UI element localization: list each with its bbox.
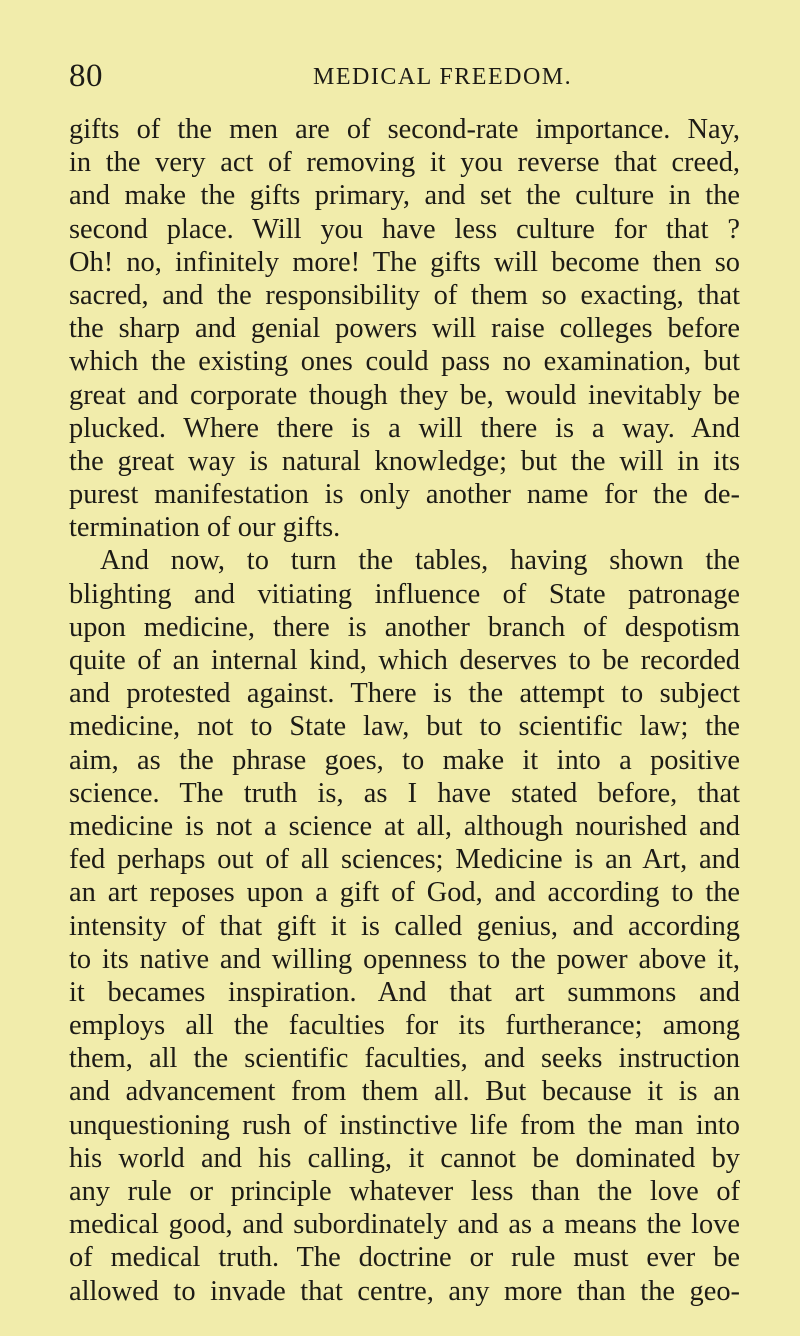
text-line: quite of an internal kind, which deserves to be recorded: [69, 645, 740, 676]
text-line: fed perhaps out of all sciences; Medicine is an Art, and: [69, 844, 740, 876]
text-line: them, all the scientific faculties, and seeks instruction: [69, 1043, 740, 1075]
text-line: great and corporate though they be, would inevitably be: [69, 379, 740, 411]
text-line: blighting and vitiating influence of State patronage: [69, 578, 740, 610]
page-header: [0, 56, 800, 96]
text-line: purest manifestation is only another name for the de-: [69, 479, 740, 511]
text-line: Oh! no, infinitely more! The gifts will become then so: [69, 246, 740, 278]
text-line: aim, as the phrase goes, to make it into a positive: [69, 744, 740, 776]
body-text: [69, 113, 740, 1308]
text-line: the great way is natural knowledge; but the will in its: [69, 445, 740, 477]
text-line: employs all the faculties for its furtherance; among: [69, 1010, 740, 1042]
text-line: intensity of that gift it is called genius, and according: [69, 910, 740, 942]
paragraph-end-line: termination of our gifts.: [69, 512, 341, 544]
text-line: in the very act of removing it you reverse that creed,: [69, 147, 740, 179]
text-line: medicine is not a science at all, although nourished and: [69, 810, 740, 842]
text-line: and make the gifts primary, and set the culture in the: [69, 180, 740, 212]
text-line: his world and his calling, it cannot be dominated by: [69, 1142, 740, 1174]
text-line: medicine, not to State law, but to scientific law; the: [69, 711, 740, 743]
text-line: medical good, and subordinately and as a means the love: [69, 1209, 740, 1241]
text-line: sacred, and the responsibility of them so exacting, that: [69, 279, 740, 311]
text-line: unquestioning rush of instinctive life from the man into: [69, 1109, 740, 1141]
text-line: to its native and willing openness to the power above it,: [69, 943, 740, 975]
text-line: gifts of the men are of second-rate importance. Nay,: [69, 114, 740, 145]
text-line: upon medicine, there is another branch of despotism: [69, 611, 740, 643]
text-line: the sharp and genial powers will raise colleges before: [69, 313, 740, 345]
text-line: and advancement from them all. But because it is an: [69, 1076, 740, 1108]
text-line: it becames inspiration. And that art summons and: [69, 976, 740, 1008]
text-line: allowed to invade that centre, any more than the geo-: [69, 1275, 740, 1307]
text-line: science. The truth is, as I have stated before, that: [69, 777, 740, 809]
page-number: 80: [69, 58, 103, 94]
text-line: and protested against. There is the attempt to subject: [69, 678, 740, 710]
running-title: MEDICAL FREEDOM.: [313, 64, 573, 90]
text-line: of medical truth. The doctrine or rule must ever be: [69, 1242, 740, 1274]
text-line: an art reposes upon a gift of God, and according to the: [69, 877, 740, 909]
text-line: which the existing ones could pass no examination, but: [69, 346, 740, 378]
text-line: plucked. Where there is a will there is a way. And: [69, 412, 740, 444]
text-line: second place. Will you have less culture for that ?: [69, 213, 740, 245]
text-line: any rule or principle whatever less than the love of: [69, 1176, 740, 1207]
paragraph-start-line: And now, to turn the tables, having shown the: [100, 545, 740, 577]
